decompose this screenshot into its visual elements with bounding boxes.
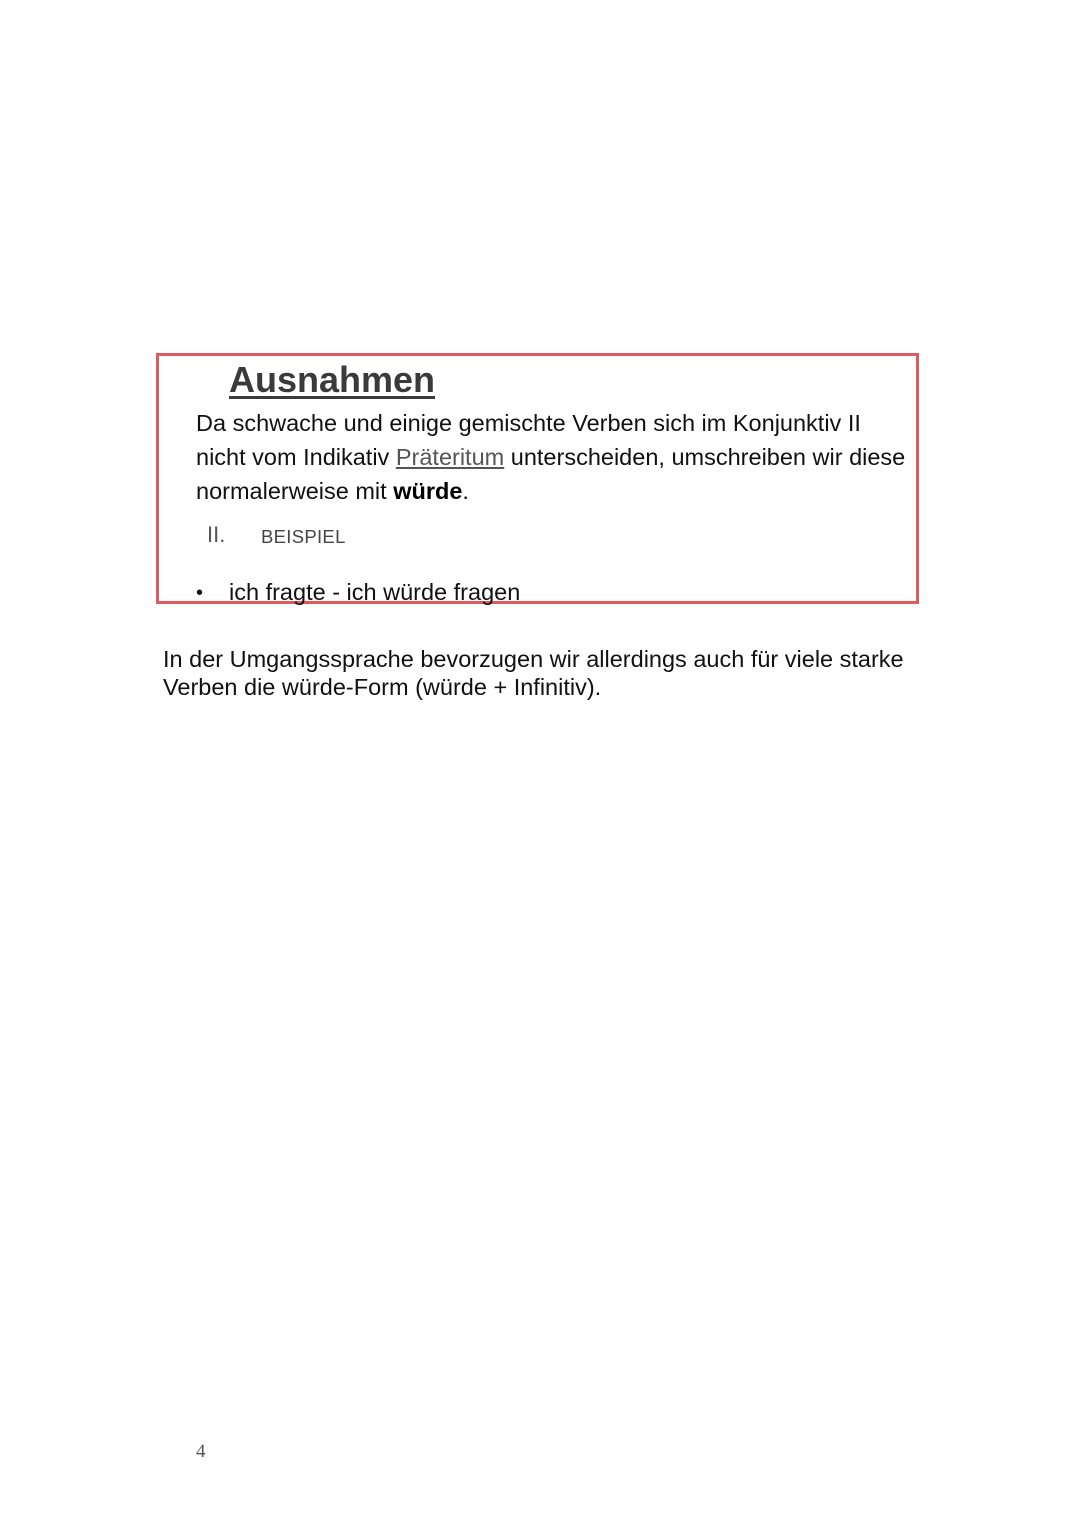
paragraph-text-1: Da schwache und einige gemischte Verben sich im Konjunktiv II nicht vom Indikativ: [196, 410, 861, 470]
list-number: II.: [207, 522, 226, 547]
example-item: ich fragte - ich würde fragen: [229, 579, 521, 605]
praeteritum-link[interactable]: Präteritum: [395, 444, 505, 470]
callout-paragraph: [196, 406, 906, 508]
bullet-icon: •: [196, 582, 204, 604]
paragraph-bold-word: würde: [393, 478, 463, 504]
page-number: 4: [196, 1441, 206, 1462]
callout-heading: Ausnahmen: [229, 359, 436, 400]
body-paragraph: In der Umgangssprache bevorzugen wir allerdings auch für viele starke Verben die würde-Form (würde + Infinitiv).: [163, 646, 904, 700]
paragraph-text-3: .: [462, 478, 469, 504]
list-label: BEISPIEL: [261, 526, 346, 547]
paragraph-text-2: unterscheiden, umschreiben wir diese normalerweise mit: [196, 444, 906, 504]
